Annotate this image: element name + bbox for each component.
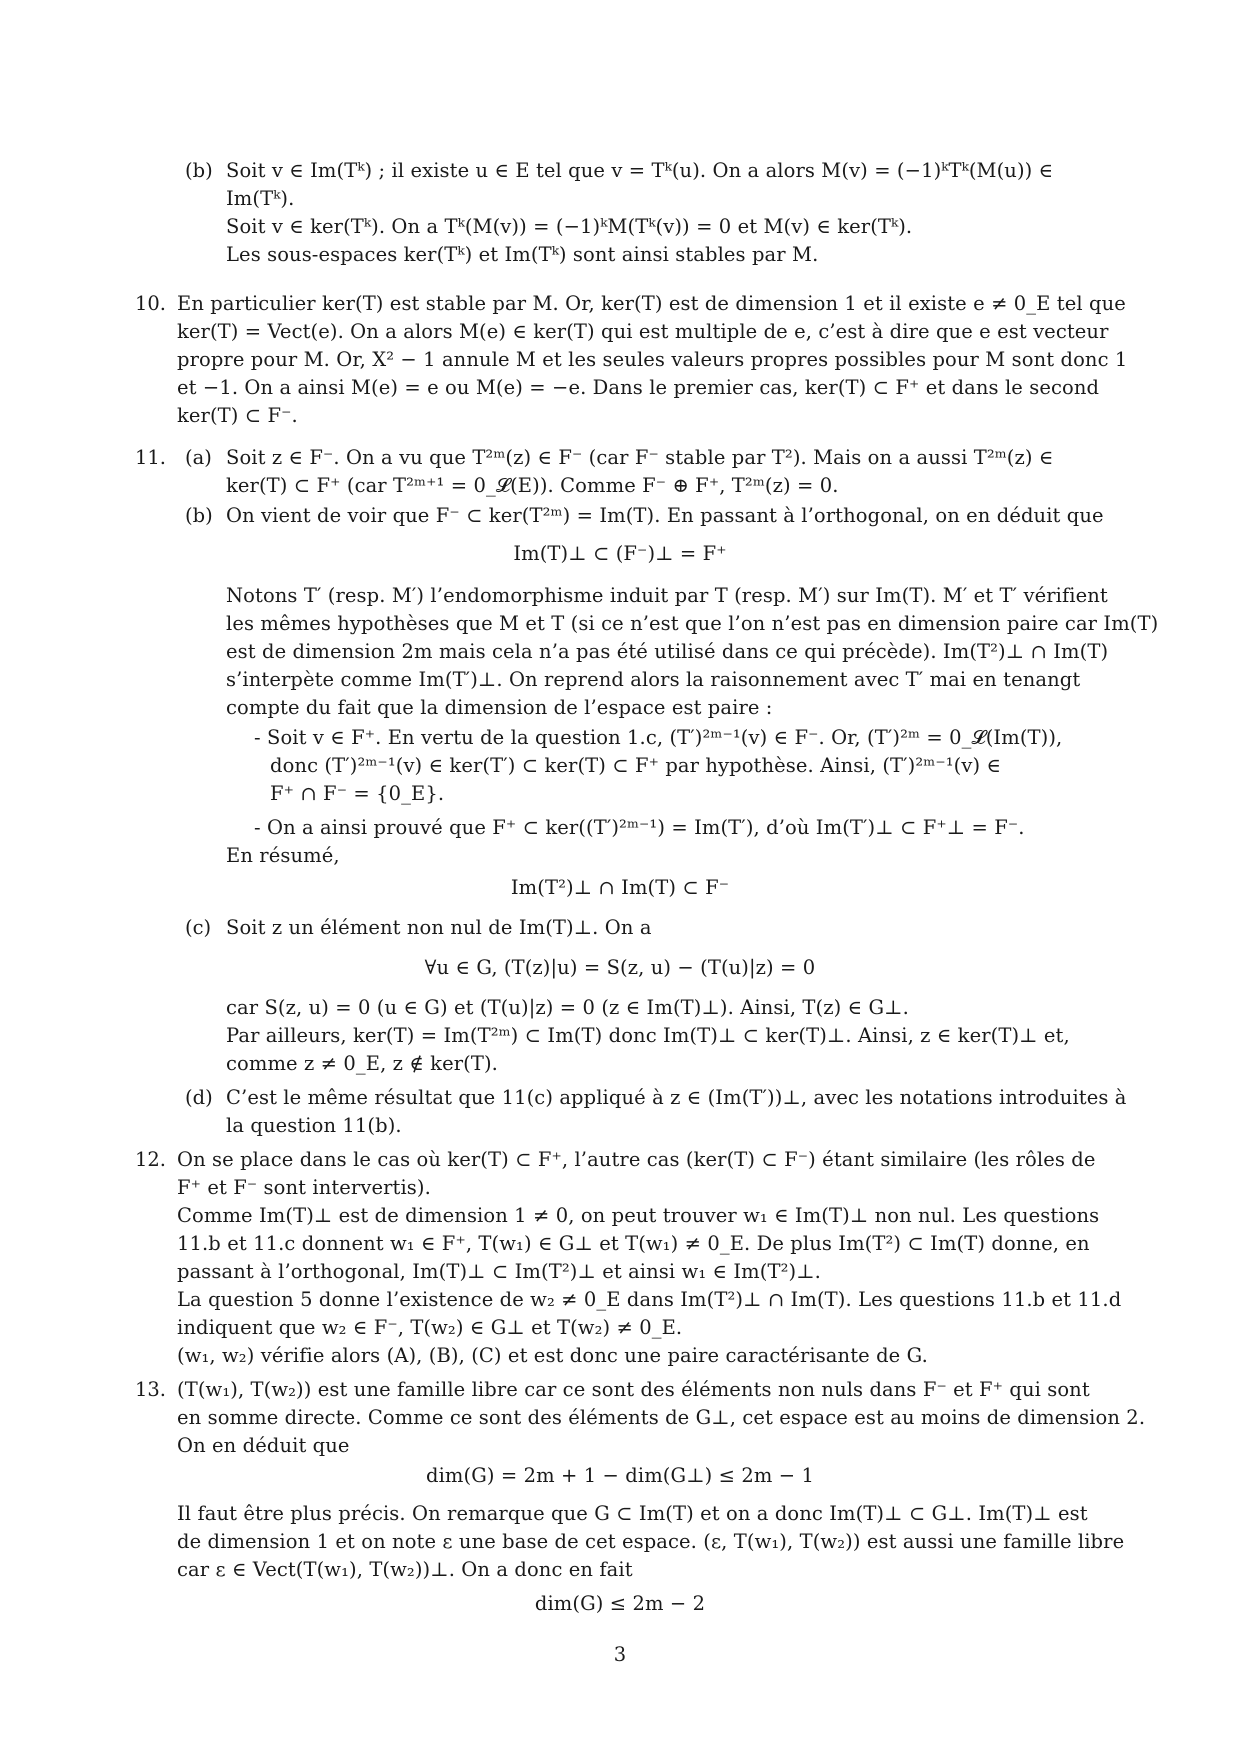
item-10-line-3: propre pour M. Or, X² − 1 annule M et les seules valeurs propres possibles pour M sont donc 1 [177, 348, 1128, 371]
item-11b-para-line-3: est de dimension 2m mais cela n’a pas été utilisé dans ce qui précède). Im(T²)⊥ ∩ Im(T) [226, 640, 1109, 663]
item-11b-resume: En résumé, [226, 844, 340, 867]
item-11c-equation: ∀u ∈ G, (T(z)|u) = S(z, u) − (T(u)|z) = 0 [424, 956, 816, 979]
item-11d-line-2: la question 11(b). [226, 1114, 402, 1137]
item-10-line-4: et −1. On a ainsi M(e) = e ou M(e) = −e. Dans le premier cas, ker(T) ⊂ F⁺ et dans le second [177, 376, 1100, 399]
item-11a-label: (a) [185, 446, 212, 469]
item-11c-line-3: Par ailleurs, ker(T) = Im(T²ᵐ) ⊂ Im(T) donc Im(T)⊥ ⊂ ker(T)⊥. Ainsi, z ∈ ker(T)⊥ et, [226, 1024, 1070, 1047]
page-number: 3 [613, 1643, 627, 1666]
item-11b-para-line-4: s’interpète comme Im(T′)⊥. On reprend alors la raisonnement avec T′ mai en tenangt [226, 668, 1081, 691]
item-12-line-3: Comme Im(T)⊥ est de dimension 1 ≠ 0, on peut trouver w₁ ∈ Im(T)⊥ non nul. Les questions [177, 1204, 1100, 1227]
item-9b-line-2: Im(Tᵏ). [226, 187, 295, 210]
item-12-line-4: 11.b et 11.c donnent w₁ ∈ F⁺, T(w₁) ∈ G⊥ et T(w₁) ≠ 0_E. De plus Im(T²) ⊂ Im(T) donne, en [177, 1232, 1090, 1255]
item-9b-label: (b) [185, 159, 213, 182]
item-13-para-line-1: Il faut être plus précis. On remarque que G ⊂ Im(T) et on a donc Im(T)⊥ ⊂ G⊥. Im(T)⊥ est [177, 1502, 1088, 1525]
item-13-line-1: (T(w₁), T(w₂)) est une famille libre car ce sont des éléments non nuls dans F⁻ et F⁺ qui sont [177, 1378, 1090, 1401]
item-11a-line-2: ker(T) ⊂ F⁺ (car T²ᵐ⁺¹ = 0_𝓛(E)). Comme F⁻ ⊕ F⁺, T²ᵐ(z) = 0. [226, 474, 839, 497]
item-11c-line-1: Soit z un élément non nul de Im(T)⊥. On a [226, 916, 652, 939]
item-12-line-5: passant à l’orthogonal, Im(T)⊥ ⊂ Im(T²)⊥ et ainsi w₁ ∈ Im(T²)⊥. [177, 1260, 821, 1283]
item-11b-equation-2: Im(T²)⊥ ∩ Im(T) ⊂ F⁻ [510, 876, 730, 899]
item-9b-line-1: Soit v ∈ Im(Tᵏ) ; il existe u ∈ E tel que v = Tᵏ(u). On a alors M(v) = (−1)ᵏTᵏ(M(u)) ∈ [226, 159, 1054, 182]
item-11b-bullet-1-line-1: - Soit v ∈ F⁺. En vertu de la question 1.c, (T′)²ᵐ⁻¹(v) ∈ F⁻. Or, (T′)²ᵐ = 0_𝓛(Im(T)), [254, 726, 1063, 749]
item-13-line-2: en somme directe. Comme ce sont des éléments de G⊥, cet espace est au moins de dimension 2. [177, 1406, 1146, 1429]
item-11c-label: (c) [185, 916, 212, 939]
item-12-number: 12. [134, 1148, 166, 1171]
item-9b-line-3: Soit v ∈ ker(Tᵏ). On a Tᵏ(M(v)) = (−1)ᵏM(Tᵏ(v)) = 0 et M(v) ∈ ker(Tᵏ). [226, 215, 913, 238]
item-12-line-8: (w₁, w₂) vérifie alors (A), (B), (C) et est donc une paire caractérisante de G. [177, 1344, 928, 1367]
item-13-line-3: On en déduit que [177, 1434, 350, 1457]
item-11c-line-4: comme z ≠ 0_E, z ∉ ker(T). [226, 1052, 498, 1075]
item-13-equation-2: dim(G) ≤ 2m − 2 [534, 1592, 706, 1615]
item-11b-bullet-2: - On a ainsi prouvé que F⁺ ⊂ ker((T′)²ᵐ⁻¹) = Im(T′), d’où Im(T′)⊥ ⊂ F⁺⊥ = F⁻. [254, 816, 1025, 839]
item-13-equation-1: dim(G) = 2m + 1 − dim(G⊥) ≤ 2m − 1 [425, 1464, 815, 1487]
item-13-para-line-2: de dimension 1 et on note ε une base de cet espace. (ε, T(w₁), T(w₂)) est aussi une famille libre [177, 1530, 1125, 1553]
item-12-line-2: F⁺ et F⁻ sont intervertis). [177, 1176, 431, 1199]
item-11d-line-1: C’est le même résultat que 11(c) appliqué à z ∈ (Im(T′))⊥, avec les notations introduites à [226, 1086, 1127, 1109]
item-10-line-1: En particulier ker(T) est stable par M. Or, ker(T) est de dimension 1 et il existe e ≠ 0_E tel que [177, 292, 1126, 315]
item-11c-line-2: car S(z, u) = 0 (u ∈ G) et (T(u)|z) = 0 (z ∈ Im(T)⊥). Ainsi, T(z) ∈ G⊥. [226, 996, 909, 1019]
item-11b-para-line-2: les mêmes hypothèses que M et T (si ce n’est que l’on n’est pas en dimension paire car Im(T) [226, 612, 1159, 635]
item-11-number: 11. [134, 446, 166, 469]
item-11b-line-1: On vient de voir que F⁻ ⊂ ker(T²ᵐ) = Im(T). En passant à l’orthogonal, on en déduit que [226, 504, 1104, 527]
item-11b-para-line-1: Notons T′ (resp. M′) l’endomorphisme induit par T (resp. M′) sur Im(T). M′ et T′ vérifient [226, 584, 1108, 607]
item-11b-label: (b) [185, 504, 213, 527]
item-12-line-1: On se place dans le cas où ker(T) ⊂ F⁺, l’autre cas (ker(T) ⊂ F⁻) étant similaire (les rôles de [177, 1148, 1096, 1171]
item-11b-equation-1: Im(T)⊥ ⊂ (F⁻)⊥ = F⁺ [513, 542, 727, 565]
item-9b-line-4: Les sous-espaces ker(Tᵏ) et Im(Tᵏ) sont ainsi stables par M. [226, 243, 819, 266]
item-13-para-line-3: car ε ∈ Vect(T(w₁), T(w₂))⊥. On a donc en fait [177, 1558, 633, 1581]
item-11b-para-line-5: compte du fait que la dimension de l’espace est paire : [226, 696, 773, 719]
item-12-line-6: La question 5 donne l’existence de w₂ ≠ 0_E dans Im(T²)⊥ ∩ Im(T). Les questions 11.b et 11.d [177, 1288, 1122, 1311]
item-13-number: 13. [134, 1378, 166, 1401]
item-11b-bullet-1-line-3: F⁺ ∩ F⁻ = {0_E}. [270, 782, 445, 805]
item-11d-label: (d) [185, 1086, 213, 1109]
item-11a-line-1: Soit z ∈ F⁻. On a vu que T²ᵐ(z) ∈ F⁻ (car F⁻ stable par T²). Mais on a aussi T²ᵐ(z) ∈ [226, 446, 1054, 469]
item-10-line-5: ker(T) ⊂ F⁻. [177, 404, 298, 427]
item-12-line-7: indiquent que w₂ ∈ F⁻, T(w₂) ∈ G⊥ et T(w₂) ≠ 0_E. [177, 1316, 683, 1339]
item-10-number: 10. [134, 292, 166, 315]
item-10-line-2: ker(T) = Vect(e). On a alors M(e) ∈ ker(T) qui est multiple de e, c’est à dire que e est vecteur [177, 320, 1109, 343]
item-11b-bullet-1-line-2: donc (T′)²ᵐ⁻¹(v) ∈ ker(T′) ⊂ ker(T) ⊂ F⁺ par hypothèse. Ainsi, (T′)²ᵐ⁻¹(v) ∈ [270, 754, 1002, 777]
